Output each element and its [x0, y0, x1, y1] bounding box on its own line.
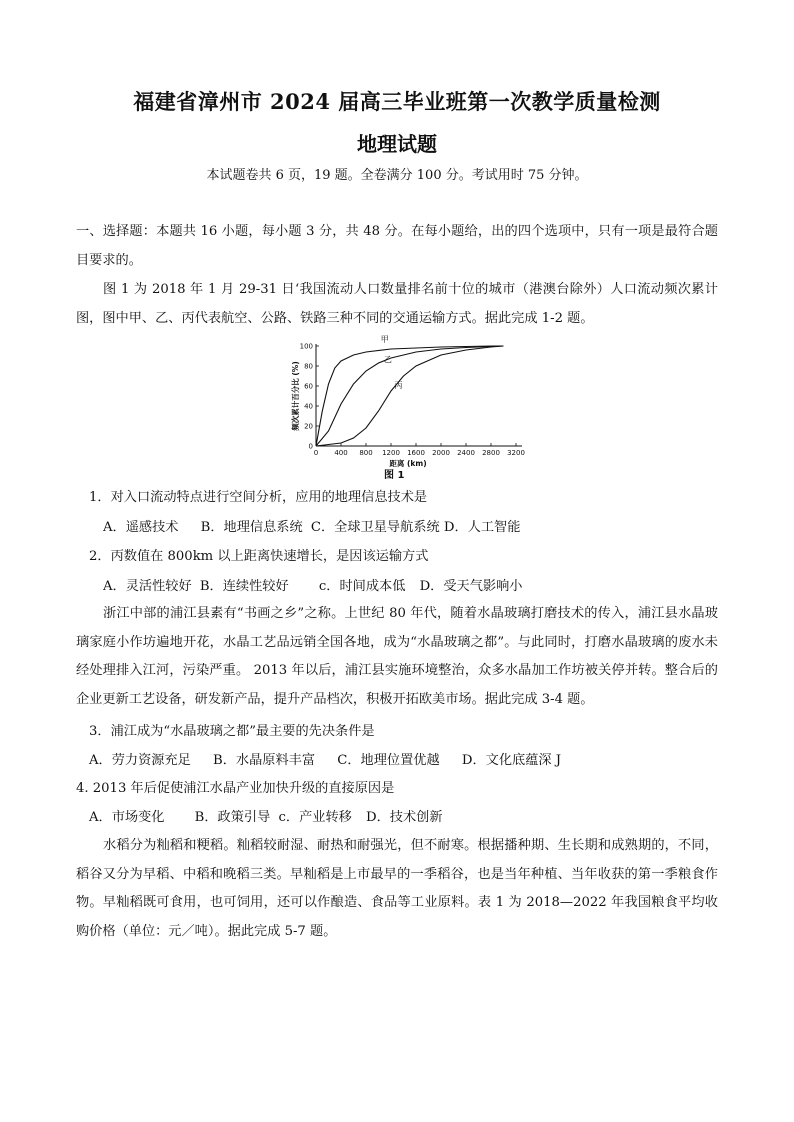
- x-tick-label: 800: [359, 449, 373, 457]
- q4-option-a[interactable]: A．市场变化: [89, 810, 165, 825]
- q3-option-b[interactable]: B．水晶原料丰富: [213, 753, 316, 768]
- y-tick-label: 40: [304, 402, 313, 411]
- q2-option-c[interactable]: c．时间成本低: [318, 579, 406, 594]
- x-tick-label: 400: [334, 449, 348, 457]
- x-tick-label: 2400: [457, 449, 475, 457]
- series-label-2: 乙: [383, 355, 392, 364]
- x-tick-label: 2800: [482, 449, 500, 457]
- q1-option-a[interactable]: A．遥感技术: [103, 520, 179, 535]
- q3-option-a[interactable]: A．劳力资源充足: [89, 753, 191, 768]
- q2-option-b[interactable]: B．连续性较好: [199, 579, 289, 594]
- q2-option-d[interactable]: D．受天气影响小: [419, 579, 523, 594]
- exam-title: 福建省漳州市 2024 届高三毕业班第一次教学质量检测: [133, 89, 661, 114]
- question-3-options: [89, 749, 579, 768]
- q3-option-c[interactable]: C．地理位置优越: [337, 753, 440, 768]
- series-line-3: [316, 346, 504, 446]
- question-2-stem: 2．丙数值在 800km 以上距离快速增长，是因该运输方式: [89, 549, 429, 564]
- y-tick-label: 100: [299, 342, 313, 351]
- material-2: 浙江中部的浦江县素有“书画之乡”之称。上世纪 80 年代，随着水晶玻璃打磨技术的传入，浦江县水晶玻璃家庭小作坊遍地开花，水晶工艺品远销全国各地，成为“水晶玻璃之都”。与此同时，打磨水晶玻璃的废水未经处理排入江河，污染严重。 2013 年以后，浦江县实施环境整治，众多水晶加工作坊被关停并转。整合后的企业更新工艺设备，研发新产品，提升产品档次，积极开拓欧美市场。据此完成 3-4 题。: [76, 606, 718, 707]
- q1-option-c[interactable]: C．全球卫星导航系统: [310, 520, 440, 535]
- x-axis-label: 距离 (km): [389, 459, 427, 468]
- figure-1-caption: 图 1: [384, 470, 405, 481]
- q2-option-a[interactable]: A．灵活性较好: [103, 579, 192, 594]
- q4-option-c[interactable]: c．产业转移: [278, 810, 352, 825]
- y-tick-label: 0: [308, 442, 313, 451]
- q1-option-b[interactable]: B．地理信息系统: [200, 520, 303, 535]
- y-tick-label: 60: [304, 382, 313, 391]
- q4-option-d[interactable]: D．技术创新: [366, 810, 443, 825]
- series-line-2: [316, 346, 504, 446]
- question-4-stem: 4. 2013 年后促使浦江水晶产业加快升级的直接原因是: [76, 781, 395, 796]
- exam-info: 本试题卷共 6 页，19 题。全卷满分 100 分。考试用时 75 分钟。: [206, 168, 588, 183]
- x-tick-label: 0: [313, 449, 319, 457]
- q4-option-b[interactable]: B．政策引导: [194, 810, 271, 825]
- question-1-options: [103, 516, 538, 535]
- question-3-stem: 3．浦江成为“水晶玻璃之都”最主要的先决条件是: [89, 724, 375, 739]
- series-label-1: 甲: [380, 335, 389, 344]
- x-tick-label: 1200: [382, 449, 400, 457]
- q3-option-d[interactable]: D．文化底蕴深 J: [461, 753, 562, 768]
- section-intro: 一、选择题：本题共 16 小题，每小题 3 分，共 48 分。在每小题给，出的四个选项中，只有一项是最符合题目要求的。: [76, 224, 718, 268]
- series-line-1: [316, 346, 504, 446]
- figure-1-chart: [284, 334, 534, 482]
- question-1-stem: 1．对入口流动特点进行空间分析，应用的地理信息技术是: [89, 490, 428, 505]
- y-tick-label: 80: [304, 362, 313, 371]
- q1-option-d[interactable]: D．人工智能: [443, 520, 521, 535]
- x-tick-label: 3200: [507, 449, 525, 457]
- y-axis-label: 频次累计百分比 (%): [291, 361, 300, 431]
- y-tick-label: 20: [304, 422, 313, 431]
- series-label-3: 丙: [394, 381, 403, 390]
- x-tick-label: 1600: [407, 449, 425, 457]
- material-1: 图 1 为 2018 年 1 月 29-31 日‘我国流动人口数量排名前十位的城市（港澳台除外）人口流动频次累计图，图中甲、乙、丙代表航空、公路、铁路三种不同的交通运输方式。据此完成 1-2 题。: [76, 282, 718, 326]
- material-3: 水稻分为籼稻和粳稻。籼稻较耐湿、耐热和耐强光，但不耐寒。根据播种期、生长期和成熟期的，不同，稻谷又分为早稻、中稻和晚稻三类。早籼稻是上市最早的一季稻谷，也是当年种植、当年收获的第一季粮食作物。早籼稻既可食用，也可饲用，还可以作酿造、食品等工业原料。表 1 为 2018—2022 年我国粮食平均收购价格（单位：元／吨）。据此完成 5-7 题。: [76, 838, 718, 939]
- subject-title: 地理试题: [357, 132, 437, 156]
- x-tick-label: 2000: [432, 449, 450, 457]
- question-4-options: [89, 806, 461, 825]
- question-2-options: [103, 575, 541, 594]
